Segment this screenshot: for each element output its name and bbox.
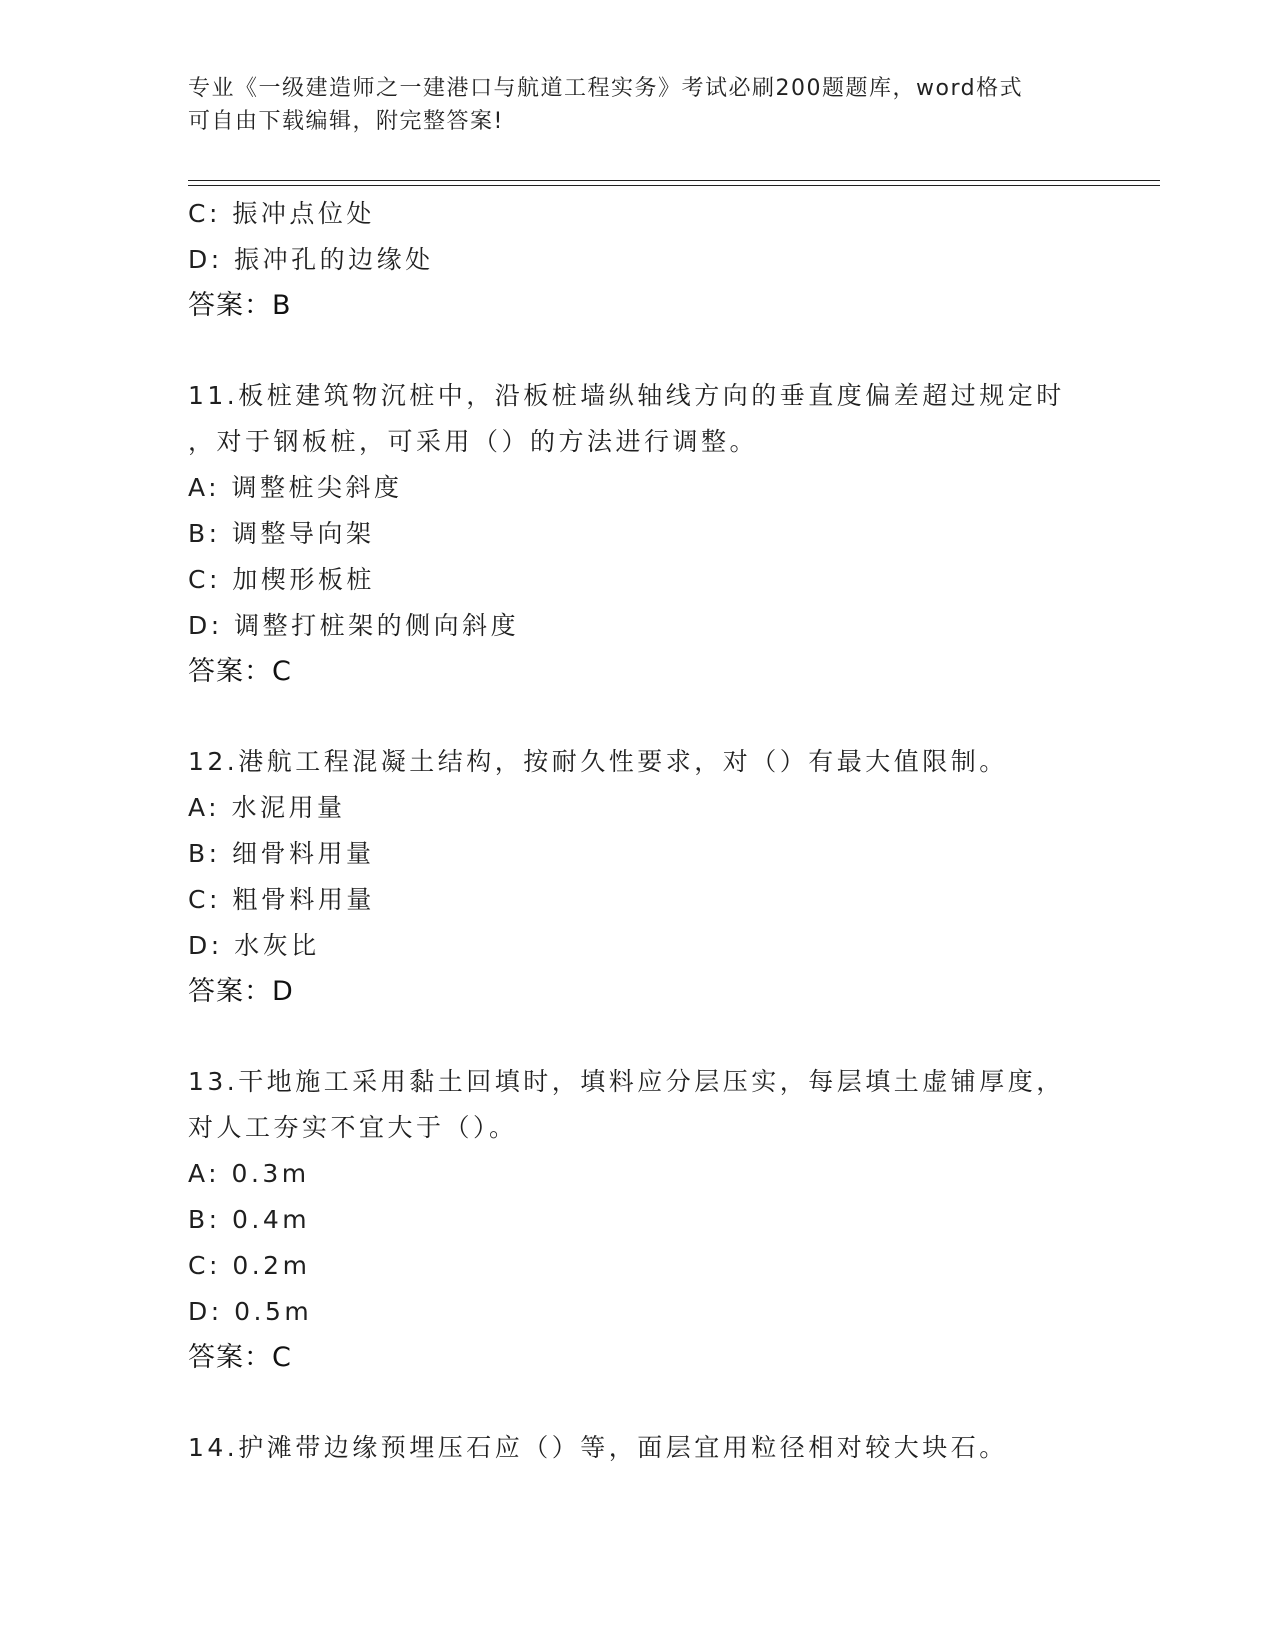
header-line-1: 专业《一级建造师之一建港口与航道工程实务》考试必刷200题题库，word格式 [188,76,1024,101]
option-d: D: 调整打桩架的侧向斜度 [188,611,520,640]
question-text: 14.护滩带边缘预埋压石应（）等，面层宜用粒径相对较大块石。 [188,1433,1008,1462]
answer-line: 答案：D [188,976,294,1007]
option-a: A: 调整桩尖斜度 [188,473,403,502]
question-11 [188,373,1088,695]
question-14 [188,1425,1088,1471]
option-d: D: 振冲孔的边缘处 [188,245,434,274]
question-text: ，对于钢板桩，可采用（）的方法进行调整。 [188,427,759,456]
prev-question-block [188,191,1088,329]
option-c: C: 振冲点位处 [188,199,375,228]
option-a: A: 0.3m [188,1159,310,1188]
question-text: 对人工夯实不宜大于（）。 [188,1113,518,1142]
option-c: C: 0.2m [188,1251,311,1280]
document-header [188,72,1088,138]
option-b: B: 调整导向架 [188,519,375,548]
question-text: 12.港航工程混凝土结构，按耐久性要求，对（）有最大值限制。 [188,747,1008,776]
answer-line: 答案：C [188,1342,292,1373]
header-line-2: 可自由下载编辑，附完整答案! [188,109,504,134]
option-b: B: 0.4m [188,1205,311,1234]
option-c: C: 粗骨料用量 [188,885,375,914]
question-content [188,191,1088,1471]
answer-line: 答案：B [188,290,292,321]
option-d: D: 水灰比 [188,931,320,960]
answer-line: 答案：C [188,656,292,687]
question-13 [188,1059,1088,1381]
option-a: A: 水泥用量 [188,793,346,822]
question-text: 11.板桩建筑物沉桩中，沿板桩墙纵轴线方向的垂直度偏差超过规定时 [188,381,1065,410]
option-b: B: 细骨料用量 [188,839,375,868]
question-12 [188,739,1088,1015]
option-c: C: 加楔形板桩 [188,565,375,594]
header-rule-top [188,180,1160,181]
question-text: 13.干地施工采用黏土回填时，填料应分层压实，每层填土虚铺厚度， [188,1067,1065,1096]
option-d: D: 0.5m [188,1297,313,1326]
header-rule-bottom [188,185,1160,186]
